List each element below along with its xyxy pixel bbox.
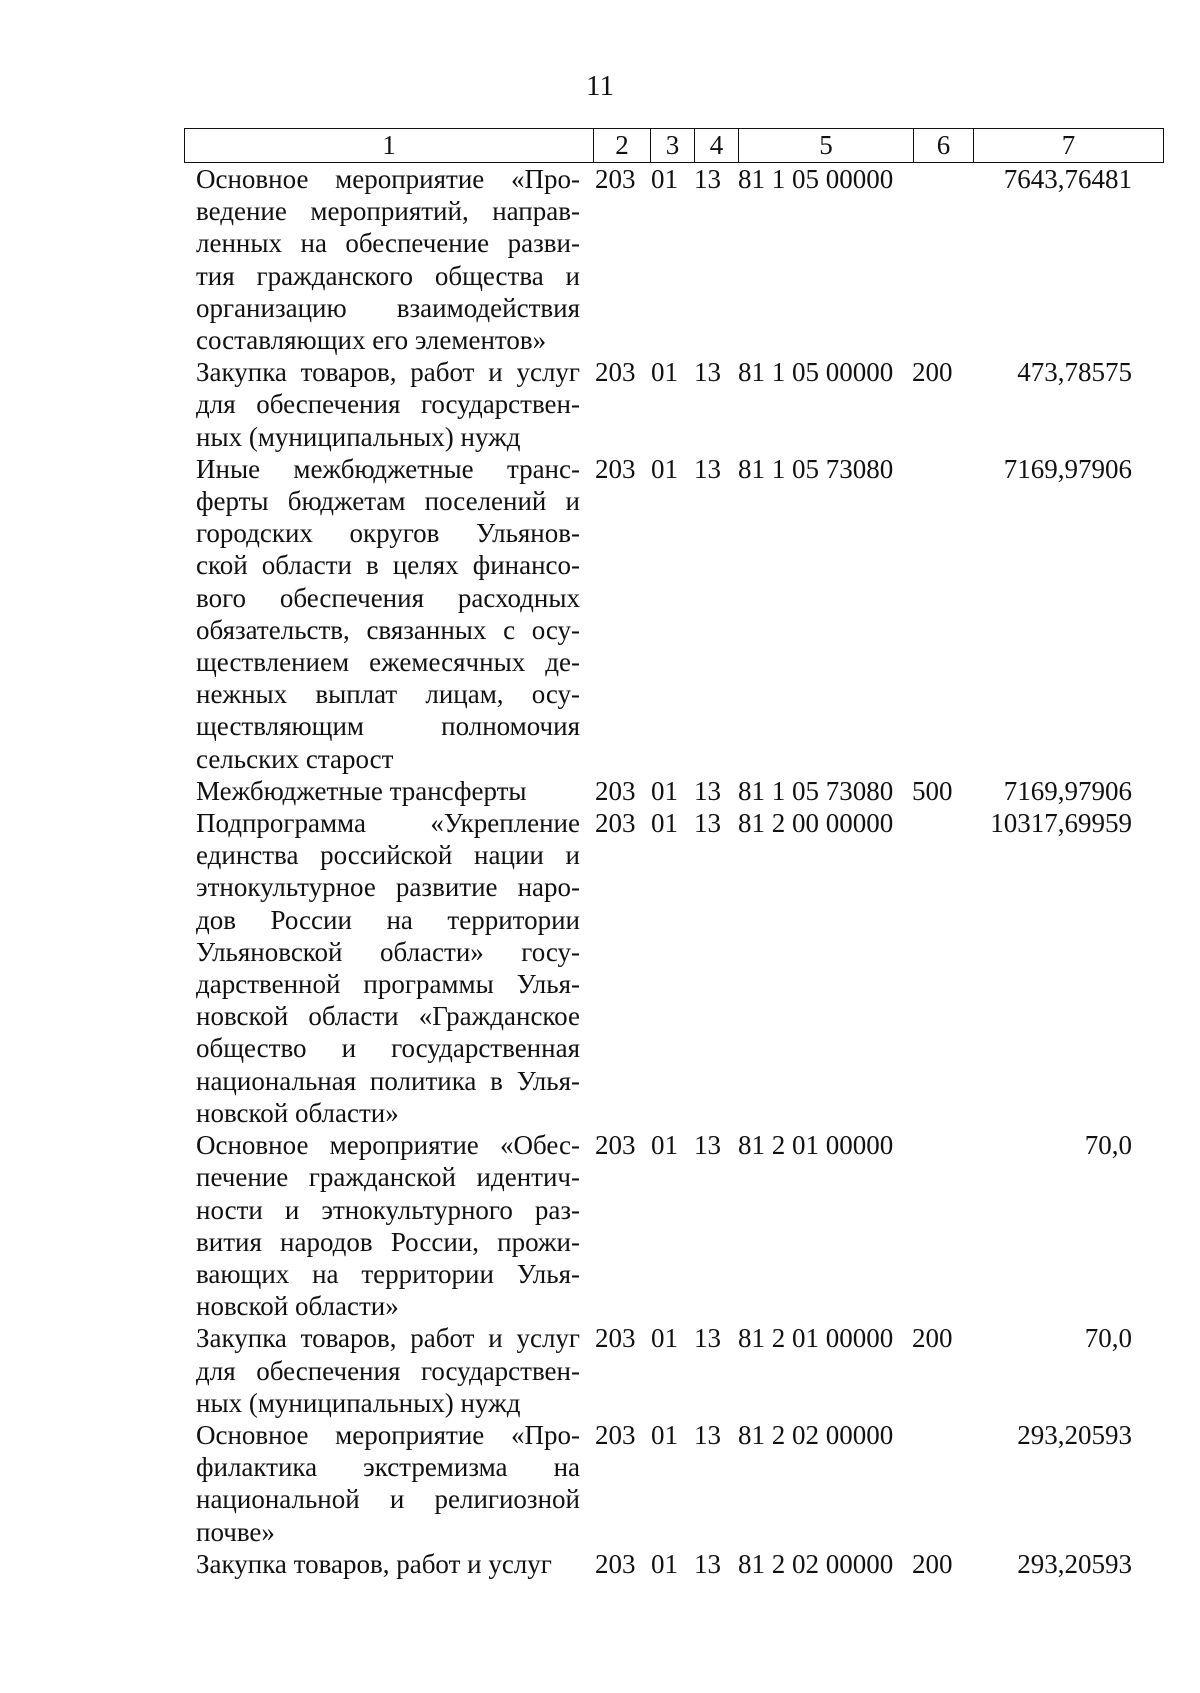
cell-c4: 13 bbox=[694, 164, 721, 194]
description-line: вающих на территории Улья- bbox=[196, 1258, 580, 1289]
cell-c3: 01 bbox=[651, 1323, 678, 1354]
description-line: для обеспечения государствен- bbox=[196, 389, 580, 420]
cell-c7: 70,0 bbox=[1084, 1130, 1132, 1161]
description-line: новской области «Гражданское bbox=[196, 1001, 580, 1032]
cell-c2: 203 bbox=[595, 453, 636, 484]
description-line: Основное мероприятие «Про- bbox=[196, 164, 580, 194]
row-description bbox=[196, 1322, 580, 1419]
description-line: дов России на территории bbox=[196, 904, 580, 935]
cell-c4: 13 bbox=[694, 1323, 721, 1354]
cell-c4: 13 bbox=[694, 808, 721, 839]
description-line: Закупка товаров, работ и услуг bbox=[196, 1323, 580, 1354]
description-line: вого обеспечения расходных bbox=[196, 582, 580, 613]
cell-c3: 01 bbox=[651, 357, 678, 388]
cell-c3: 01 bbox=[651, 808, 678, 839]
description-line: новской области» bbox=[196, 1097, 399, 1128]
description-line: новской области» bbox=[196, 1291, 399, 1322]
cell-c2: 203 bbox=[595, 775, 636, 806]
row-description bbox=[196, 356, 580, 453]
cell-c7: 7169,97906 bbox=[1003, 453, 1132, 484]
cell-c5: 81 2 02 00000 bbox=[738, 1548, 894, 1579]
cell-c3: 01 bbox=[651, 775, 678, 806]
description-line: городских округов Ульянов- bbox=[196, 518, 580, 549]
header-col-1: 1 bbox=[185, 129, 594, 162]
description-line: ферты бюджетам поселений и bbox=[196, 486, 580, 517]
cell-c5: 81 1 05 00000 bbox=[738, 357, 894, 388]
description-line: Ульяновской области» госу- bbox=[196, 936, 580, 967]
description-line: Межбюджетные трансферты bbox=[196, 775, 527, 806]
cell-c2: 203 bbox=[595, 1323, 636, 1354]
cell-c3: 01 bbox=[651, 1548, 678, 1579]
description-line: печение гражданской идентич- bbox=[196, 1162, 580, 1193]
cell-c5: 81 2 02 00000 bbox=[738, 1419, 894, 1450]
cell-c2: 203 bbox=[595, 1548, 636, 1579]
cell-c6: 500 bbox=[912, 775, 953, 806]
cell-c5: 81 2 01 00000 bbox=[738, 1323, 894, 1354]
cell-c3: 01 bbox=[651, 453, 678, 484]
cell-c2: 203 bbox=[595, 1419, 636, 1450]
header-col-6: 6 bbox=[914, 129, 974, 162]
header-col-5: 5 bbox=[739, 129, 914, 162]
row-description bbox=[196, 1419, 580, 1548]
description-line: ской области в целях финансо- bbox=[196, 550, 580, 581]
row-description bbox=[196, 807, 580, 1129]
cell-c7: 473,78575 bbox=[1017, 357, 1132, 388]
description-line: обязательств, связанных с осу- bbox=[196, 614, 580, 645]
description-line: Основное мероприятие «Обес- bbox=[196, 1130, 580, 1161]
description-line: ществляющим полномочия bbox=[196, 711, 580, 742]
description-line: почве» bbox=[196, 1516, 275, 1547]
cell-c5: 81 1 05 00000 bbox=[738, 164, 894, 194]
header-col-2: 2 bbox=[594, 129, 651, 162]
header-col-3: 3 bbox=[651, 129, 695, 162]
cell-c5: 81 2 01 00000 bbox=[738, 1130, 894, 1161]
row-description bbox=[196, 1129, 580, 1322]
description-line: филактика экстремизма на bbox=[196, 1452, 580, 1483]
cell-c6: 200 bbox=[912, 357, 953, 388]
row-description bbox=[196, 775, 580, 807]
cell-c2: 203 bbox=[595, 808, 636, 839]
description-line: ведение мероприятий, направ- bbox=[196, 196, 580, 227]
table-row bbox=[0, 453, 1200, 775]
cell-c2: 203 bbox=[595, 164, 636, 194]
description-line: ных (муниципальных) нужд bbox=[196, 1387, 521, 1418]
row-description bbox=[196, 163, 580, 356]
description-line: национальная политика в Улья- bbox=[196, 1065, 580, 1096]
table-row bbox=[0, 1129, 1200, 1322]
description-line: Подпрограмма «Укрепление bbox=[196, 808, 580, 839]
description-line: тия гражданского общества и bbox=[196, 260, 580, 291]
description-line: ленных на обеспечение разви- bbox=[196, 228, 580, 259]
description-line: вития народов России, прожи- bbox=[196, 1226, 580, 1257]
description-line: этнокультурное развитие наро- bbox=[196, 872, 580, 903]
description-line: национальной и религиозной bbox=[196, 1484, 580, 1515]
cell-c7: 7643,76481 bbox=[1003, 164, 1132, 194]
table-row bbox=[0, 775, 1200, 807]
cell-c3: 01 bbox=[651, 1419, 678, 1450]
header-col-4: 4 bbox=[695, 129, 739, 162]
description-line: дарственной программы Улья- bbox=[196, 969, 580, 1000]
cell-c3: 01 bbox=[651, 164, 678, 194]
description-line: общество и государственная bbox=[196, 1033, 580, 1064]
description-line: Закупка товаров, работ и услуг bbox=[196, 357, 580, 388]
description-line: организацию взаимодействия bbox=[196, 292, 580, 323]
description-line: составляющих его элементов» bbox=[196, 325, 547, 356]
page-number: 11 bbox=[586, 70, 614, 102]
table-row bbox=[0, 1548, 1200, 1580]
table-row bbox=[0, 1322, 1200, 1419]
cell-c4: 13 bbox=[694, 775, 721, 806]
row-description bbox=[196, 1548, 580, 1580]
cell-c7: 70,0 bbox=[1084, 1323, 1132, 1354]
table-row bbox=[0, 1419, 1200, 1548]
description-line: ности и этнокультурного раз- bbox=[196, 1194, 580, 1225]
cell-c5: 81 1 05 73080 bbox=[738, 453, 894, 484]
table-row bbox=[0, 356, 1200, 453]
table-header bbox=[184, 128, 1164, 163]
cell-c4: 13 bbox=[694, 453, 721, 484]
description-line: нежных выплат лицам, осу- bbox=[196, 679, 580, 710]
cell-c5: 81 2 00 00000 bbox=[738, 808, 894, 839]
cell-c4: 13 bbox=[694, 1548, 721, 1579]
description-line: Закупка товаров, работ и услуг bbox=[196, 1548, 552, 1579]
cell-c7: 293,20593 bbox=[1017, 1419, 1132, 1450]
cell-c6: 200 bbox=[912, 1323, 953, 1354]
header-col-7: 7 bbox=[1061, 130, 1076, 160]
cell-c7: 293,20593 bbox=[1017, 1548, 1132, 1579]
description-line: для обеспечения государствен- bbox=[196, 1355, 580, 1386]
cell-c2: 203 bbox=[595, 357, 636, 388]
cell-c7: 10317,69959 bbox=[990, 808, 1132, 839]
description-line: Иные межбюджетные транс- bbox=[196, 453, 580, 484]
table-body bbox=[0, 163, 1200, 1580]
description-line: сельских старост bbox=[196, 743, 394, 774]
row-description bbox=[196, 453, 580, 775]
cell-c4: 13 bbox=[694, 357, 721, 388]
cell-c4: 13 bbox=[694, 1419, 721, 1450]
description-line: Основное мероприятие «Про- bbox=[196, 1419, 580, 1450]
cell-c7: 7169,97906 bbox=[1003, 775, 1132, 806]
table-row bbox=[0, 807, 1200, 1129]
cell-c4: 13 bbox=[694, 1130, 721, 1161]
cell-c5: 81 1 05 73080 bbox=[738, 775, 894, 806]
description-line: ных (муниципальных) нужд bbox=[196, 421, 521, 452]
cell-c6: 200 bbox=[912, 1548, 953, 1579]
table-row bbox=[0, 163, 1200, 356]
description-line: ществлением ежемесячных де- bbox=[196, 647, 580, 678]
cell-c2: 203 bbox=[595, 1130, 636, 1161]
cell-c3: 01 bbox=[651, 1130, 678, 1161]
description-line: единства российской нации и bbox=[196, 840, 580, 871]
